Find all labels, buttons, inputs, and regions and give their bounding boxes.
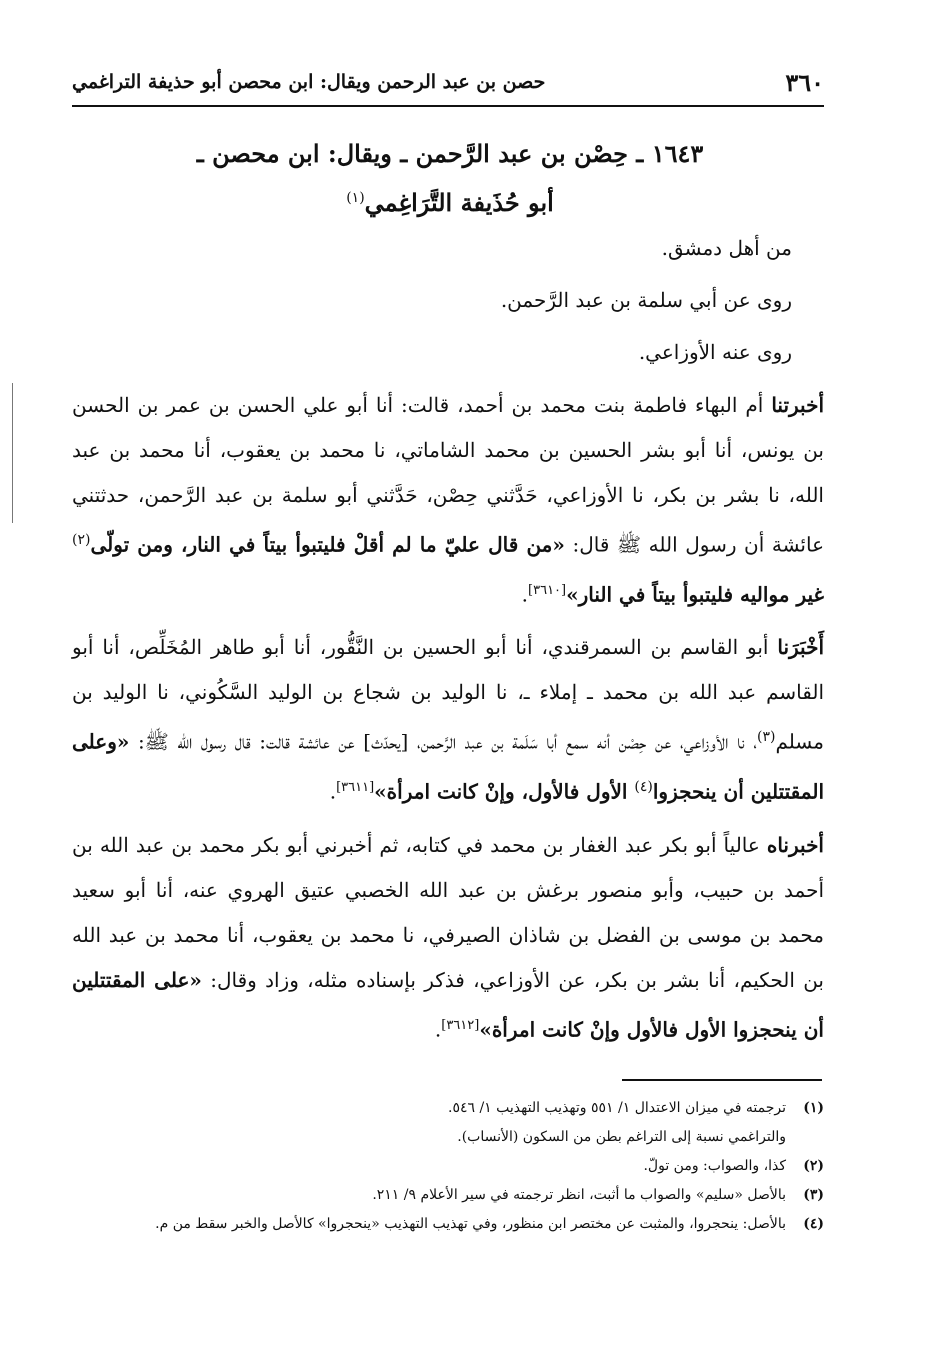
footnote-ref-2[interactable]: (٢): [72, 532, 91, 548]
footnote-ref-1[interactable]: (١): [346, 190, 365, 206]
footnote-text: ترجمته في ميزان الاعتدال ١/ ٥٥١ وتهذيب التهذيب ١/ ٥٤٦.: [447, 1100, 786, 1116]
footnote-ref-4[interactable]: (٤): [634, 778, 653, 795]
paragraph-2-lead: أَخْبَرَنا: [777, 635, 824, 660]
footnote-text: كذا، والصواب: ومن تولّ.: [643, 1158, 786, 1174]
paragraph-1-end: .: [521, 582, 529, 607]
running-title: حصن بن عبد الرحمن ويقال: ابن محصن أبو حذيفة التراغمي: [72, 71, 546, 93]
paragraph-1-lead: أخبرتنا: [771, 393, 824, 417]
narrated-from-line: روى عن أبي سلمة بن عبد الرَّحمن.: [500, 288, 792, 312]
footnote-number: (٤): [803, 1216, 824, 1232]
header-rule: [72, 105, 824, 107]
footnote-rule: [622, 1079, 822, 1081]
paragraph-2-text-a: أبو القاسم بن السمرقندي، أنا أبو الحسين بن النَّقُّور، أنا أبو طاهر المُخَلِّص، أنا أبو القاسم عبد الله بن محمد ـ إملاء ـ، نا الوليد بن شجاع بن الوليد السَّكُوني، نا الوليد بن مسلم: [72, 635, 824, 754]
hadith-ref-3612: [٣٦١٢]: [441, 1017, 480, 1033]
entry-title-name: أبو حُذَيفة التَّرَاغِمي: [364, 188, 554, 217]
footnotes: [72, 1094, 824, 1239]
paragraph-1: [72, 383, 824, 617]
running-header: [72, 62, 824, 102]
paragraph-3-hadith: «على المقتتلين أن ينحجزوا الأول فالأول وإنْ كانت امرأة»: [72, 967, 824, 1042]
hadith-ref-3611: [٣٦١١]: [336, 779, 375, 795]
paragraph-2-hadith-a: «وعلى المقتتلين أن ينحجزوا: [72, 729, 824, 804]
paragraph-1-hadith-a: «من قال عليّ ما لم أقلْ فليتبوأ بيتاً في النار، ومن تولّى: [90, 532, 565, 557]
footnote-2: [72, 1152, 824, 1181]
entry-title: [90, 132, 810, 225]
paragraph-3: [72, 823, 824, 1053]
footnote-3: [72, 1181, 824, 1210]
footnote-1: [72, 1094, 824, 1123]
paragraph-2: [72, 625, 824, 814]
footnote-number: (٣): [803, 1187, 824, 1203]
paragraph-2-text-b: ، نا الأوزاعي، عن حِصْن أنه سمع أبا سَلَمة بن عبد الرَّحمن، [يحدّث] عن عائشة قالت: قال رسول الله ﷺ:: [129, 729, 758, 754]
paragraph-2-hadith-b: الأول فالأول، وإنْ كانت امرأة»: [374, 779, 635, 804]
footnote-1-continuation: والتراغمي نسبة إلى التراغم بطن من السكون (الأنساب).: [457, 1129, 786, 1145]
footnote-number: (١): [803, 1100, 824, 1116]
footnote-number: (٢): [803, 1158, 824, 1174]
footnote-text: بالأصل: ينحجروا، والمثبت عن مختصر ابن منظور، وفي تهذيب التهذيب «ينحجروا» كالأصل والخبر سقط من م.: [155, 1216, 786, 1232]
hadith-ref-3610: [٣٦١٠]: [528, 582, 567, 598]
paragraph-1-text: أم البهاء فاطمة بنت محمد بن أحمد، قالت: أنا أبو علي الحسن بن عمر بن الحسن بن يونس، أنا أبو بشر الحسين بن محمد الشاماتي، نا محمد بن يعقوب، أنا محمد بن عبد الله، نا بشر بن بكر، نا الأوزاعي، حَدَّثني حِصْن، حَدَّثني أبو سلمة بن عبد الرَّحمن، حدثتني عائشة أن رسول الله ﷺ قال:: [72, 393, 825, 557]
paragraph-3-text: عالياً أبو بكر عبد الغفار بن محمد في كتابه، ثم أخبرني أبو بكر محمد بن عبد الله بن أحمد بن حبيب، وأبو منصور برغش بن عبد الله الخصبي عتيق الهروي عنه، أنا أبو سعيد محمد بن موسى بن الفضل بن شاذان الصيرفي، نا محمد بن يعقوب، أنا محمد بن عبد الله بن الحكيم، أنا بشر بن بكر، عن الأوزاعي، فذكر بإسناده مثله، وزاد وقال:: [72, 832, 824, 992]
narrated-by-line: روى عنه الأوزاعي.: [638, 340, 792, 364]
entry-title-line-2: [90, 176, 810, 225]
scan-margin-line: [12, 383, 13, 523]
entry-title-line-1: ١٦٤٣ ـ حِصْن بن عبد الرَّحمن ـ ويقال: ابن محصن ـ: [196, 139, 704, 168]
footnote-4: [72, 1210, 824, 1239]
body-text: [72, 226, 824, 1052]
footnote-text: بالأصل «سليم» والصواب ما أثبت، انظر ترجمته في سير الأعلام ٩/ ٢١١.: [372, 1187, 786, 1203]
paragraph-1-hadith-b: غير مواليه فليتبوأ بيتاً في النار»: [566, 582, 824, 607]
paragraph-2-end: .: [329, 779, 337, 804]
paragraph-3-lead: أخبرناه: [766, 832, 824, 857]
page-number: ٣٦٠: [785, 67, 824, 97]
paragraph-3-end: .: [434, 1017, 442, 1042]
footnote-ref-3[interactable]: (٣): [757, 729, 776, 746]
origin-line: من أهل دمشق.: [661, 236, 792, 260]
